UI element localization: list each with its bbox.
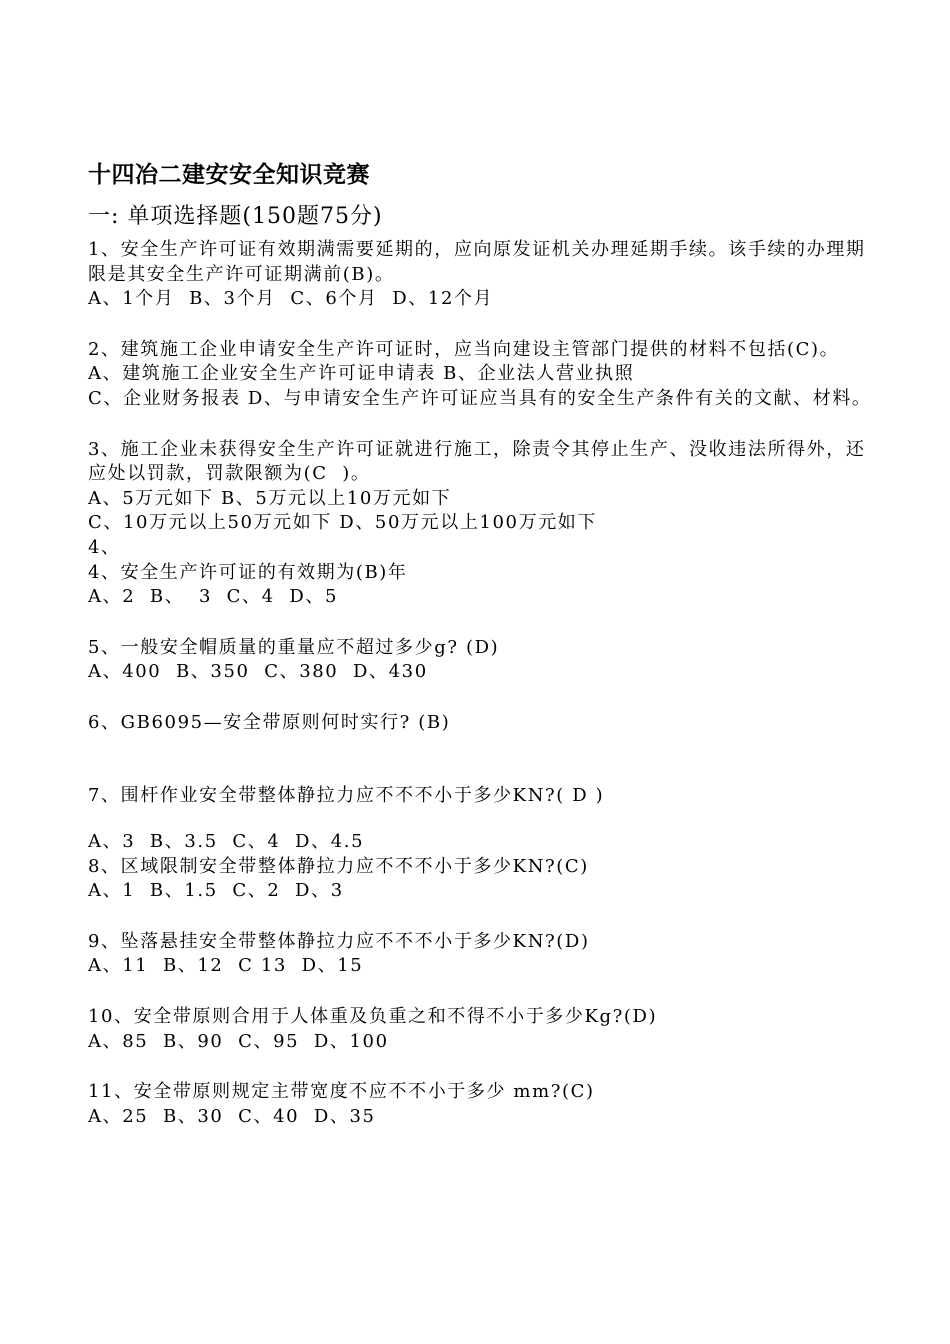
option-line: A、11 B、12 C 13 D、15 xyxy=(88,955,364,977)
option-line: A、2 B、 3 C、4 D、5 xyxy=(88,586,339,608)
question-4 xyxy=(88,561,870,610)
spacer xyxy=(88,736,870,784)
question-7 xyxy=(88,784,870,855)
spacer xyxy=(88,979,870,1005)
question-options xyxy=(88,362,870,411)
option-line: A、建筑施工企业安全生产许可证申请表 B、企业法人营业执照 xyxy=(88,363,635,385)
spacer xyxy=(88,1054,870,1080)
spacer xyxy=(88,610,870,636)
question-options xyxy=(88,487,870,561)
option-line: A、85 B、90 C、95 D、100 xyxy=(88,1030,389,1052)
question-options xyxy=(88,879,870,904)
option-line: A、5万元如下 B、5万元以上10万元如下 xyxy=(88,487,452,509)
question-5 xyxy=(88,636,870,685)
question-text: 1、安全生产许可证有效期满需要延期的，应向原发证机关办理延期手续。该手续的办理期限是其安全生产许可证期满前(B)。 xyxy=(88,239,866,285)
question-text: 9、坠落悬挂安全带整体静拉力应不不不小于多少KN?(D) xyxy=(88,930,590,952)
question-9 xyxy=(88,930,870,979)
option-line: A、1 B、1.5 C、2 D、3 xyxy=(88,880,344,902)
option-line: C、10万元以上50万元如下 D、50万元以上100万元如下 xyxy=(88,512,597,534)
spacer xyxy=(88,412,870,438)
question-2 xyxy=(88,338,870,412)
option-line: A、25 B、30 C、40 D、35 xyxy=(88,1105,376,1127)
question-8 xyxy=(88,855,870,904)
question-options xyxy=(88,1105,870,1130)
question-text: 7、围杆作业安全带整体静拉力应不不不小于多少KN?( D ) xyxy=(88,784,605,806)
question-1 xyxy=(88,238,870,312)
question-text: 2、建筑施工企业申请安全生产许可证时，应当向建设主管部门提供的材料不包括(C)。 xyxy=(88,338,840,360)
question-text: 11、安全带原则规定主带宽度不应不不小于多少 mm?(C) xyxy=(88,1081,595,1103)
question-text: 10、安全带原则合用于人体重及负重之和不得不小于多少Kg?(D) xyxy=(88,1006,658,1028)
document-title: 十四冶二建安安全知识竞赛 xyxy=(88,162,370,188)
question-3 xyxy=(88,438,870,561)
option-line: A、400 B、350 C、380 D、430 xyxy=(88,661,428,683)
question-6 xyxy=(88,711,870,736)
option-line: 4、 xyxy=(88,536,121,558)
question-options xyxy=(88,287,870,312)
option-line: A、1个月 B、3个月 C、6个月 D、12个月 xyxy=(88,288,494,310)
option-line xyxy=(88,808,870,830)
question-options xyxy=(88,954,870,979)
spacer xyxy=(88,312,870,338)
question-options xyxy=(88,1030,870,1055)
question-text: 6、GB6095—安全带原则何时实行? (B) xyxy=(88,711,451,733)
question-text: 5、一般安全帽质量的重量应不超过多少g? (D) xyxy=(88,636,500,658)
question-10 xyxy=(88,1005,870,1054)
question-text: 3、施工企业未获得安全生产许可证就进行施工，除责令其停止生产、没收违法所得外，还应处以罚款，罚款限额为(C )。 xyxy=(88,438,866,485)
question-text: 8、区域限制安全带整体静拉力应不不不小于多少KN?(C) xyxy=(88,855,589,877)
question-options xyxy=(88,660,870,685)
option-line: A、3 B、3.5 C、4 D、4.5 xyxy=(88,831,365,853)
question-options xyxy=(88,808,870,855)
spacer xyxy=(88,904,870,930)
question-11 xyxy=(88,1080,870,1129)
question-text: 4、安全生产许可证的有效期为(B)年 xyxy=(88,561,408,583)
option-line: C、企业财务报表 D、与申请安全生产许可证应当具有的安全生产条件有关的文献、材料。 xyxy=(88,387,872,409)
question-options xyxy=(88,585,870,610)
section-heading: 一: 单项选择题(150题75分) xyxy=(88,204,383,229)
spacer xyxy=(88,685,870,711)
